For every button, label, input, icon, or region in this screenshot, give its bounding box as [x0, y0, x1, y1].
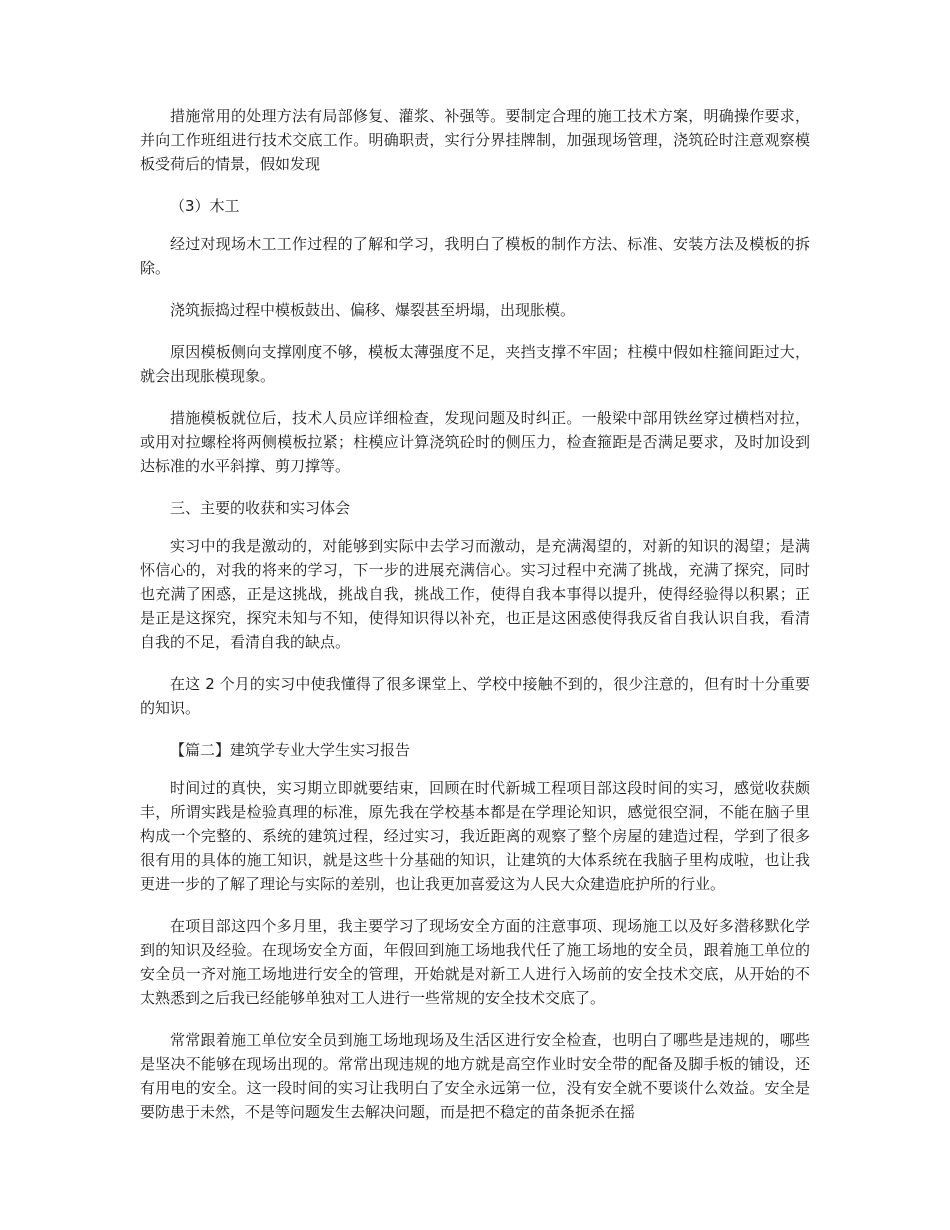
- paragraph-internship-feelings: 实习中的我是激动的，对能够到实际中去学习而激动，是充满渴望的，对新的知识的渴望；是满怀信心的，对我的将来的学习，下一步的进展充满信心。实习过程中充满了挑战，充满了探究，同时也充满了困惑，正是这挑战，挑战自我，挑战工作，使得自我本事得以提升，使得经验得以积累；正是正是这探究，探究未知与不知，使得知识得以补充，也正是这困惑使得我反省自我认识自我，看清自我的不足，看清自我的缺点。: [140, 537, 810, 651]
- paragraph-time-flies: 时间过的真快，实习期立即就要结束，回顾在时代新城工程项目部这段时间的实习，感觉收获颇丰，所谓实践是检验真理的标准，原先我在学校基本都是在学理论知识，感觉很空洞，不能在脑子里构成一个完整的、系统的建筑过程，经过实习，我近距离的观察了整个房屋的建造过程，学到了很多很有用的具体的施工知识，就是这些十分基础的知识，让建筑的大体系统在我脑子里构成啦，也让我更进一步的了解了理论与实际的差别，也让我更加喜爱这为人民大众建造庇护所的行业。: [140, 779, 810, 893]
- paragraph-carpentry-learning: 经过对现场木工工作过程的了解和学习，我明白了模板的制作方法、标准、安装方法及模板的拆除。: [140, 235, 810, 277]
- document-page: [140, 104, 810, 1142]
- paragraph-formwork-measures: 措施模板就位后，技术人员应详细检查，发现问题及时纠正。一般梁中部用铁丝穿过横档对拉，或用对拉螺栓将两侧模板拉紧；柱模应计算浇筑砼时的侧压力，检查箍距是否满足要求，及时加设到达标准的水平斜撑、剪刀撑等。: [140, 409, 810, 475]
- paragraph-measures-repair: 措施常用的处理方法有局部修复、灌浆、补强等。要制定合理的施工技术方案，明确操作要求，并向工作班组进行技术交底工作。明确职责，实行分界挂牌制，加强现场管理，浇筑砼时注意观察模板受荷后的情景，假如发现: [140, 107, 810, 173]
- paragraph-project-department: 在项目部这四个多月里，我主要学习了现场安全方面的注意事项、现场施工以及好多潜移默化学到的知识及经验。在现场安全方面，年假回到施工场地我代任了施工场地的安全员，跟着施工单位的安全员一齐对施工场地进行安全的管理，开始就是对新工人进行入场前的安全技术交底，从开始的不太熟悉到之后我已经能够单独对工人进行一些常规的安全技术交底了。: [140, 917, 810, 1007]
- heading-carpentry: （3）木工: [170, 197, 240, 215]
- heading-part-two: 【篇二】建筑学专业大学生实习报告: [170, 741, 411, 759]
- heading-gains: 三、主要的收获和实习体会: [170, 499, 351, 517]
- paragraph-formwork-problem: 浇筑振捣过程中模板鼓出、偏移、爆裂甚至坍塌，出现胀模。: [170, 301, 576, 319]
- paragraph-safety-checks: 常常跟着施工单位安全员到施工场地现场及生活区进行安全检查，也明白了哪些是违规的，哪些是坚决不能够在现场出现的。常常出现违规的地方就是高空作业时安全带的配备及脚手板的铺设，还有用电的安全。这一段时间的实习让我明白了安全永远第一位，没有安全就不要谈什么效益。安全是要防患于未然，不是等问题发生去解决问题，而是把不稳定的苗条扼杀在摇: [140, 1031, 810, 1121]
- paragraph-formwork-cause: 原因模板侧向支撑刚度不够，模板太薄强度不足，夹挡支撑不牢固；柱模中假如柱箍间距过大，就会出现胀模现象。: [140, 343, 810, 385]
- paragraph-two-months: 在这 2 个月的实习中使我懂得了很多课堂上、学校中接触不到的，很少注意的，但有时十分重要的知识。: [140, 675, 810, 717]
